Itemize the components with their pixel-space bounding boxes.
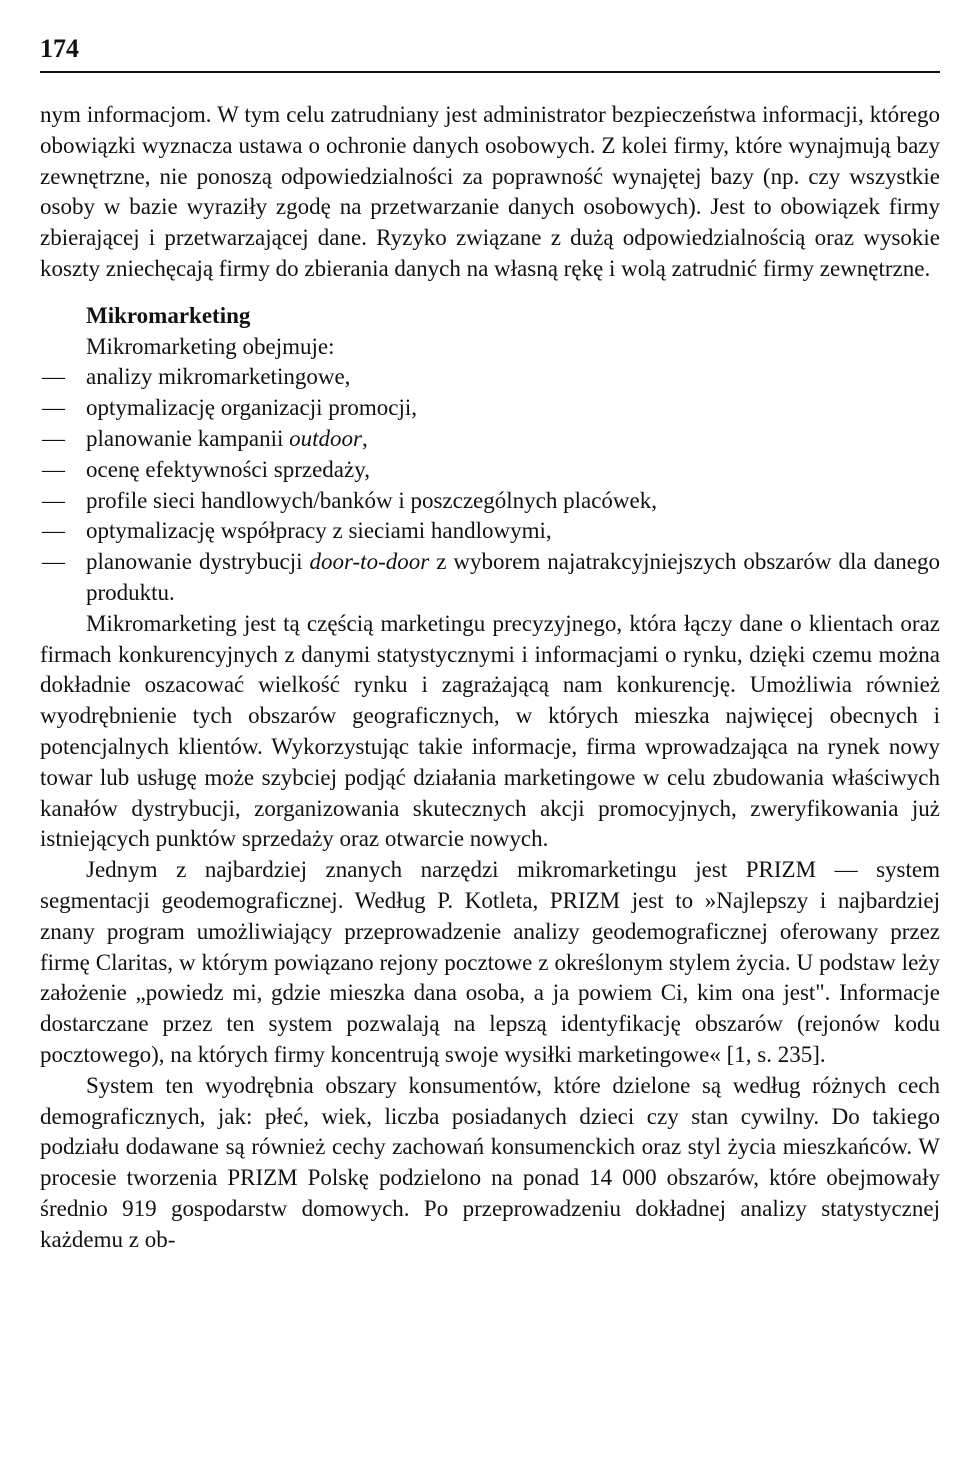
dash-bullet: — [42,518,65,544]
list-item: — optymalizację organizacji promocji, [40,393,940,424]
header-rule [40,71,940,73]
list-item: — optymalizację współpracy z sieciami handlowymi, [40,516,940,547]
intro-paragraph: nym informacjom. W tym celu zatrudniany jest administrator bezpieczeństwa informacji, którego obowiązki wyznacza ustawa o ochronie danych osobowych. Z kolei firmy, które wynajmują bazy zewnętrzne, nie ponoszą odpowiedzialności za poprawność wynajętej bazy (np. czy wszystkie osoby w bazie wyraziły zgodę na przetwarzanie danych osobowych). Jest to obowiązek firmy zbierającej i przetwarzającej dane. Ryzyko związane z dużą odpowiedzialnością oraz wysokie koszty zniechęcają firmy do zbierania danych na własną rękę i wolą zatrudnić firmy zewnętrzne. [40,102,940,281]
bullet-list [40,362,940,608]
dash-bullet: — [42,549,65,575]
section-heading: Mikromarketing [86,302,251,328]
list-item: — analizy mikromarketingowe, [40,362,940,393]
list-item: — planowanie dystrybucji door-to-door z wyborem najatrakcyjniejszych obszarów dla danego produktu. [42,549,940,605]
dash-bullet: — [42,395,65,421]
body-paragraph: Jednym z najbardziej znanych narzędzi mikromarketingu jest PRIZM — system segmentacji geodemograficznej. Według P. Kotleta, PRIZM jest to »Najlepszy i najbardziej znany program umożliwiający przeprowadzenie analizy geodemograficznej oferowany przez firmę Claritas, w którym powiązano rejony pocztowe z określonym stylem życia. U podstaw leży założenie „powiedz mi, gdzie mieszka dana osoba, a ja powiem Ci, kim ona jest". Informacje dostarczane przez ten system pozwalają na lepszą identyfikację obszarów (rejonów kodu pocztowego), na których firmy koncentrują swoje wysiłki marketingowe« [1, s. 235]. [40,857,940,1067]
dash-bullet: — [42,364,65,390]
list-item: — ocenę efektywności sprzedaży, [40,455,940,486]
list-item: — profile sieci handlowych/banków i poszczególnych placówek, [40,486,940,517]
dash-bullet: — [42,487,65,513]
section-lead: Mikromarketing obejmuje: [86,333,335,359]
book-page [40,30,940,1255]
body-paragraph: Mikromarketing jest tą częścią marketingu precyzyjnego, która łączy dane o klientach oraz firmach konkurencyjnych z danymi statystycznymi i informacjami o rynku, dzięki czemu można dokładnie oszacować wielkość rynku i zagrażającą nam konkurencję. Umożliwia również wyodrębnienie tych obszarów geograficznych, w których mieszka najwięcej obecnych i potencjalnych klientów. Wykorzystując takie informacje, firma wprowadzająca na rynek nowy towar lub usługę może szybciej podjąć działania marketingowe w celu zbudowania właściwych kanałów dystrybucji, zorganizowania skutecznych akcji promocyjnych, zweryfikowania już istniejących punktów sprzedaży oraz otwarcie nowych. [40,610,940,852]
dash-bullet: — [42,456,65,482]
dash-bullet: — [42,425,65,451]
body-text [40,100,940,1255]
page-number: 174 [40,34,79,63]
list-item: — planowanie kampanii outdoor, [40,424,940,455]
body-paragraph: System ten wyodrębnia obszary konsumentów, które dzielone są według różnych cech demograficznych, jak: płeć, wiek, liczba posiadanych dzieci czy stan cywilny. Do takiego podziału dodawane są również cechy zachowań konsumenckich oraz styl życia mieszkańców. W procesie tworzenia PRIZM Polskę podzielono na ponad 14 000 obszarów, które obejmowały średnio 919 gospodarstw domowych. Po przeprowadzeniu dokładnej analizy statystycznej każdemu z ob- [40,1072,940,1252]
page-header [40,30,940,72]
